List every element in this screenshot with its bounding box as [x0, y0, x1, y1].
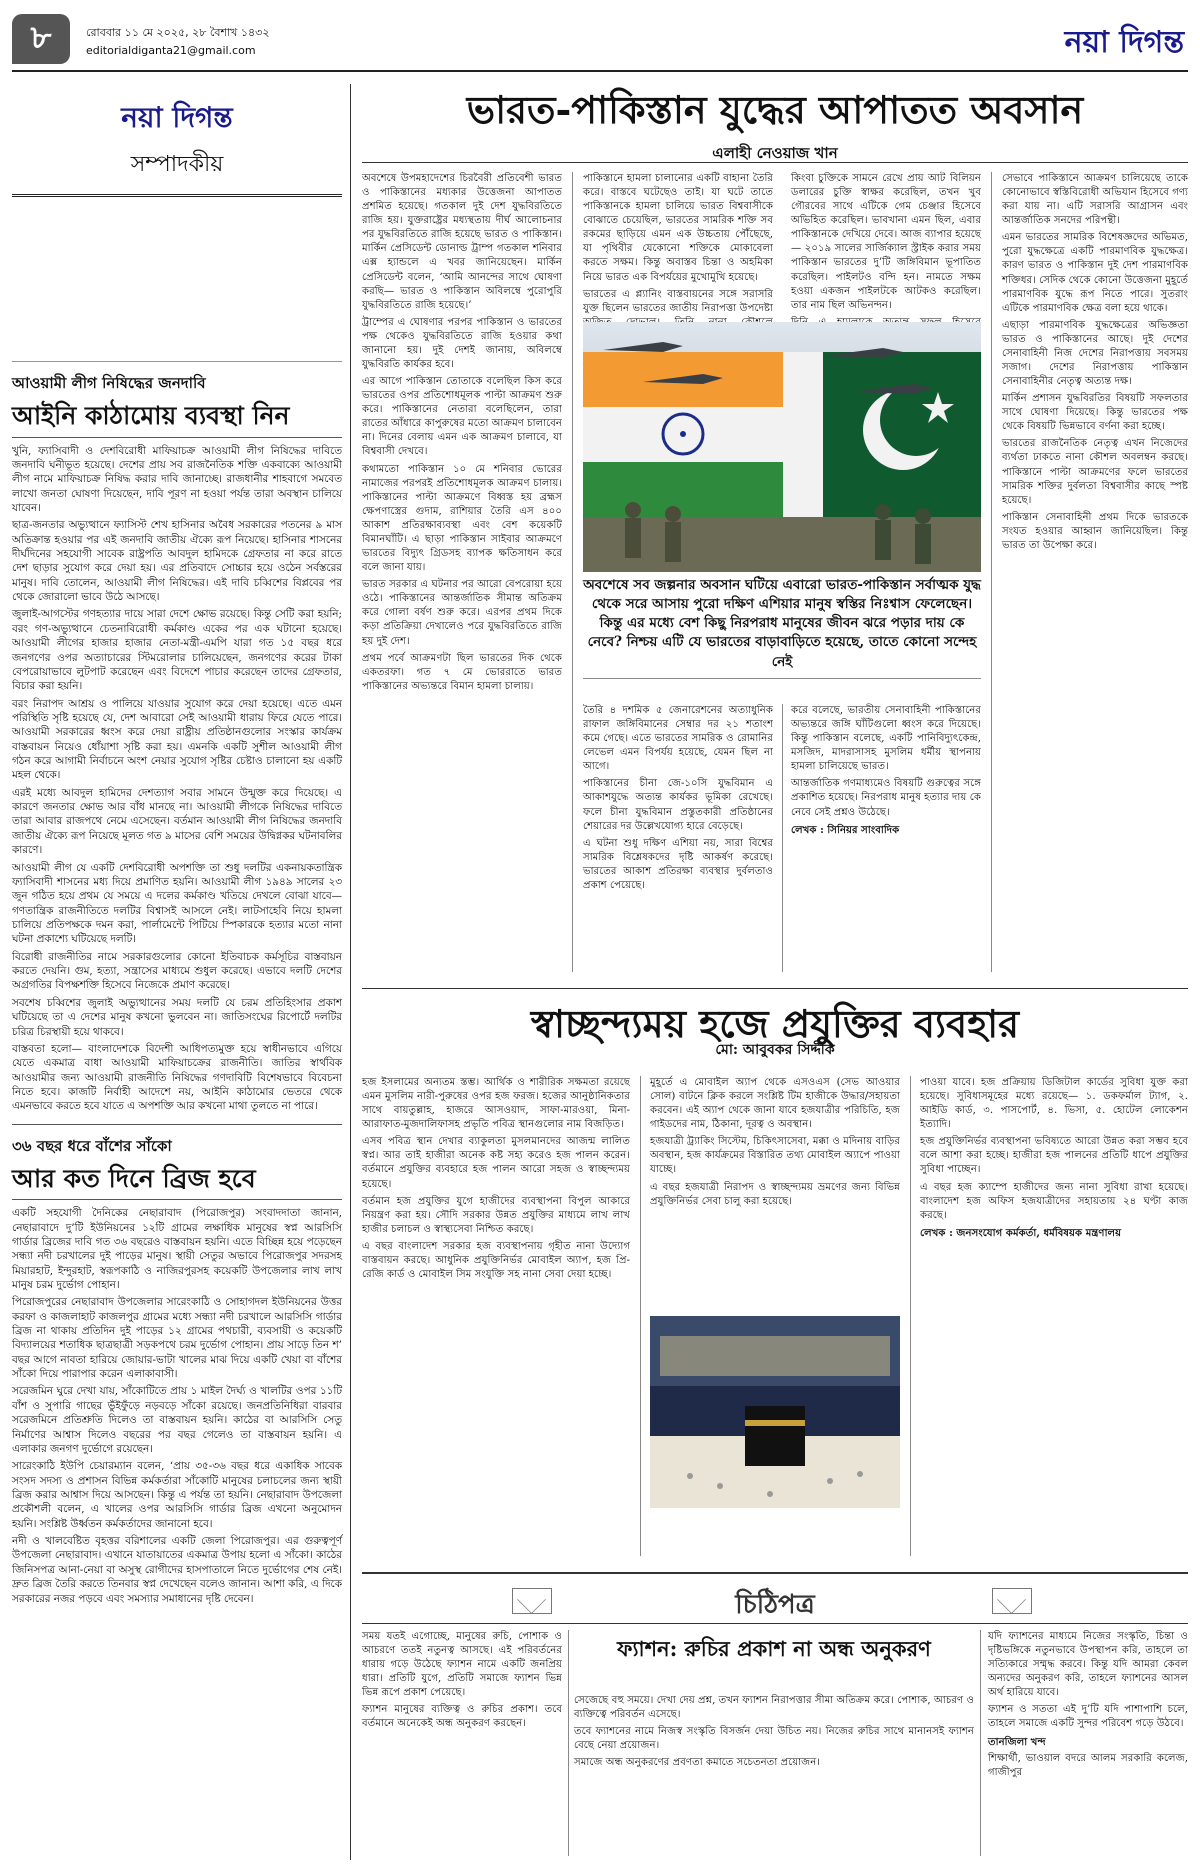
letter-paragraph: ফ্যাশন ও সততা এই দু’টি যদি পাশাপাশি চলে, তাহলে সমাজে একটি সুন্দর পরিবেশ গড়ে উঠবে। [988, 1704, 1188, 1730]
letters-body [362, 1630, 1188, 1860]
main-paragraph: পাকিস্তানে হামলা চালানোর একটি বাহানা তৈরি করে। বাস্তবে ঘটেছেও তাই। যা ঘটে তাতে পাকিস্তানকে হামলা চালিয়ে ভারত বিশ্ববাসীকে বোঝাতে চেয়েছিল, ভারতের সামরিক শক্তি সব রকমের ছাড়িয়ে এমন এক উচ্চতায় পৌঁছেছে, যা পৃথিবীর যেকোনো শক্তিকে মোকাবেলা করতে সক্ষম। কিন্তু অবাস্তব চিন্তা ও অহমিকা নিয়ে ভারত এক বিপর্যয়ের মুখোমুখি হয়েছে। [583, 173, 773, 283]
story1-paragraph: বরং নিরাপদ আশ্রয় ও পালিয়ে যাওয়ার সুযোগ করে দেয়া হয়েছে। এতে এমন পরিস্থিতি সৃষ্টি হয়েছে যে, দেশ আবারো সেই আওয়ামী ধারায় ফিরে যেতে পারে। আওয়ামী সরকারের ধ্বংস করে দেয়া রাষ্ট্রীয় প্রতিষ্ঠানগুলোর সংস্কার কার্যক্রম বাস্তবায়ন নিয়েও ধোঁয়াশা সৃষ্টি করা হয়। এমনকি একটি সুশীল আওয়ামী লীগ গঠন করে আগামী নির্বাচনে অংশ নেয়ার সুযোগ সৃষ্টির চেষ্টাও চালানো হয় একটি মহল থেকে। [12, 697, 342, 782]
main-story-body [362, 172, 1188, 980]
story1-paragraph: জুলাই-আগস্টের গণহত্যার দায়ে সারা দেশে ক্ষোভ রয়েছে। কিন্তু সেটি করা হয়নি; বরং গণ-অভ্যুত্থানে চেতনাবিরোধী কর্মকাণ্ড একের পর এক ঘটানো হয়েছে। আওয়ামী লীগের হাজার হাজার নেতা-মন্ত্রী-এমপি যারা গত ১৫ বছর ধরে জনগণের ওপর অত্যাচারের স্টিমরোলার চালিয়েছেন, জনগণের করের টাকা বেপরোয়াভাবে লুটপাট করেছেন এবং বিদেশে পাচার করেছেন তাদের গ্রেফতার, বিচার করা হয়নি। [12, 608, 342, 693]
hajj-paragraph: এ বছর বাংলাদেশ সরকার হজ ব্যবস্থাপনায় গৃহীত নানা উদ্যোগ বাস্তবায়ন করছে। আধুনিক প্রযুক্তিনির্ভর মোবাইল অ্যাপ, হজ প্রি-রেজি কার্ড ও মোবাইল সিম সংযুক্তি সহ নানা সেবা দেয়া হচ্ছে। [362, 1240, 630, 1281]
hajj-paragraph: হজ প্রযুক্তিনির্ভর ব্যবস্থাপনা ভবিষ্যতে আরো উন্নত করা সম্ভব হবে বলে আশা করা হচ্ছে। হাজীরা হজ পালনের প্রতিটি ধাপে প্রযুক্তির সুবিধা পাচ্ছেন। [920, 1136, 1188, 1176]
story2-kicker: ৩৬ বছর ধরে বাঁশের সাঁকো [12, 1136, 172, 1155]
story2-headline: আর কত দিনে ব্রিজ হবে [12, 1164, 342, 1201]
story1-paragraph: এরই মধ্যে আবদুল হামিদের দেশত্যাগ সবার সামনে উন্মুক্ত করে দিয়েছে। এ কারণে জনতার ক্ষোভ আর বাঁধ মানছে না। আওয়ামী লীগকে নিষিদ্ধের দাবিতে তারা আবার রাজপথে নেমে এসেছেন। বর্তমান আওয়ামী লীগ নিষিদ্ধের জনদাবি জাতীয় ঐক্যে রূপ নিয়েছে মূলত গত ৯ মাসের বেশি সময়ের উদ্বিগ্নকর ঘটনাবলির কারণে। [12, 786, 342, 857]
hajj-paragraph: হজযাত্রী ট্র্যাকিং সিস্টেম, চিকিৎসাসেবা, মক্কা ও মদিনায় বাড়ির অবস্থান, হজ কার্যক্রমের বিস্তারিত তথ্য মোবাইল অ্যাপে পাওয়া যাচ্ছে। [650, 1136, 900, 1176]
story1-kicker: আওয়ামী লীগ নিষিদ্ধের জনদাবি [12, 374, 206, 392]
letters-title: চিঠিপত্র [735, 1590, 815, 1620]
hajj-headline: স্বাচ্ছন্দ্যময় হজে প্রযুক্তির ব্যবহার [362, 988, 1188, 1059]
column-rule [640, 1076, 641, 1556]
kaaba-photo [650, 1316, 900, 1508]
story1-paragraph: বাস্তবতা হলো— বাংলাদেশকে বিদেশী আধিপত্যমুক্ত হয়ে স্বাধীনভাবে এগিয়ে যেতে একমাত্র বাধা আওয়ামী মাফিয়াচক্রের রাজনীতি। জাতির স্বার্থবিক আওয়ামীর জন্য আওয়ামী রাজনীতি নিষিদ্ধের গণদাবিটি বিশেষভাবে বিবেচনা নিতে হবে। কাজটি নির্বাহী আদেশে নয়, আইনি কাঠামোর ভেতরে থেকে এমনভাবে করতে হবে যাতে এ অপশক্তি আর কখনো মাথা তুলতে না পারে। [12, 1042, 342, 1113]
headline-rule [362, 162, 1188, 163]
hajj-paragraph: বর্তমান হজ প্রযুক্তির যুগে হাজীদের ব্যবস্থাপনা বিপুল আকারে নিয়ন্ত্রণ করা হয়। সৌদি সরকার উন্নত প্রযুক্তির মাধ্যমে লাখ লাখ হাজীর চলাচল ও স্বাস্থ্যসেবা নিশ্চিত করছে। [362, 1195, 630, 1235]
main-paragraph: পাকিস্তান সেনাবাহিনী প্রথম দিকে ভারতকে সংযত হওয়ার আহ্বান জানিয়েছিল। কিন্তু ভারত তা উপেক্ষা করে। [1002, 511, 1188, 551]
main-headline: ভারত-পাকিস্তান যুদ্ধের আপাতত অবসান [466, 87, 1084, 132]
hajj-paragraph: হজ ইসলামের অন্যতম স্তম্ভ। আর্থিক ও শারীরিক সক্ষমতা রয়েছে এমন মুসলিম নারী-পুরুষের ওপর হজ ফরজ। হজের আনুষ্ঠানিকতার সাথে বায়তুল্লাহ, হাজরে আসওয়াদ, সাফা-মারওয়া, মিনা-আরাফাত-মুজদালিফাসহ প্রভৃতি পবিত্র স্থানগুলোর নাম বিজড়িত। [362, 1077, 630, 1131]
author-note: লেখক : জনসংযোগ কর্মকর্তা, ধর্মবিষয়ক মন্ত্রণালয় [920, 1226, 1122, 1239]
column-rule [572, 172, 573, 972]
letter-paragraph: যদি ফ্যাশনের মাধ্যমে নিজের সংস্কৃতি, চিন্তা ও দৃষ্টিভঙ্গিকে নতুনভাবে উপস্থাপন করি, তাহলে তা সত্যিকারে সম্মৃদ্ধ করবে। কিন্তু যদি আমরা কেবল অন্যদের অনুকরণ করি, তাহলে ফ্যাশনের আসল অর্থ হারিয়ে যাবে। [988, 1631, 1188, 1699]
main-paragraph: ট্রাম্পের এ ঘোষণার পরপর পাকিস্তান ও ভারতের পক্ষ থেকেও যুদ্ধবিরতিতে রাজি হওয়ার কথা জানানো হয়। দুই দেশই জানায়, অবিলম্বে যুদ্ধবিরতি কার্যকর হবে। [362, 316, 562, 371]
main-paragraph: সেভাবে পাকিস্তানে আক্রমণ চালিয়েছে তাকে কোনোভাবে স্বস্তিবিরোধী অভিযান হিসেবে গণ্য করা যায় না। এটি সরাসরি আগ্রাসন এবং আন্তর্জাতিক সনদের পরিপন্থী। [1002, 173, 1188, 227]
letters-banner [362, 1572, 1188, 1624]
letter-paragraph: তবে ফ্যাশনের নামে নিজস্ব সংস্কৃতি বিসর্জন দেয়া উচিত নয়। নিজের রুচির সাথে মানানসই ফ্যাশন বেছে নেয়া প্রয়োজন। [574, 1726, 974, 1752]
brand-logo [1065, 18, 1184, 69]
story1-paragraph: বিরোধী রাজনীতির নামে সরকারগুলোর কোনো ইতিবাচক কর্মসূচির বাস্তবায়ন করতে দেয়নি। গুম, হত্যা, সন্ত্রাসের মাধ্যমে শুধুল করেছে। এভাবে দলটি দেশের অগ্রগতির বিপক্ষশক্তি হিসেবে নিজেকে প্রমাণ করেছে। [12, 950, 342, 992]
hajj-paragraph: পাওয়া যাবে। হজ প্রক্রিয়ায় ডিজিটাল কার্ডের সুবিধা যুক্ত করা হয়েছে। সুবিধাসমূহের মধ্যে রয়েছে— ১. ডকফর্মাল ট্যাগ, ২. আইডি কার্ড, ৩. পাসপোর্ট, ৪. ভিসা, ৫. হোটেল লোকেশন ইত্যাদি। [920, 1077, 1188, 1131]
main-paragraph: প্রথম পর্বে আক্রমণটা ছিল ভারতের দিক থেকে একতরফা। গত ৭ মে ভোররাতে ভারত পাকিস্তানের অভ্যন্তরে বিমান হামলা চালায়। [362, 652, 562, 692]
column-rule [782, 704, 783, 972]
masthead [12, 10, 1188, 72]
letter-author: তানজিলা খন্দ [988, 1735, 1046, 1748]
story1-body [12, 444, 342, 1114]
story2-paragraph: সরেজমিন ঘুরে দেখা যায়, সাঁকোটিতে প্রায় ১ মাইল দৈর্ঘ্য ও খালটির ওপর ১১টি বাঁশ ও সুপারি গাছের ভুঁইফুঁড়ে নড়বড়ে সাঁকো রয়েছে। জনপ্রতিনিধিরা বারবার সরেজমিনে প্রতিশ্রুতি দিলেও তা বাস্তবায়ন হয়নি। কাঠের বা আরসিসি সেতু নির্মাণের আশ্বাস দিলেও বছরের পর বছর গেলেও তা বাস্তবায়ন হয়নি। এ এলাকার জনগণ দুর্ভোগে রয়েছেন। [12, 1385, 342, 1455]
letter-paragraph: ফ্যাশন মানুষের ব্যক্তিত্ব ও রুচির প্রকাশ। তবে বর্তমানে অনেকেই অন্ধ অনুকরণ করছেন। [362, 1704, 562, 1730]
main-paragraph: কথামতো পাকিস্তান ১০ মে শনিবার ভোরের নামাজের পরপরই প্রতিশোধমূলক আক্রমণ চালায়। পাকিস্তানের পাল্টা আক্রমণে বিধ্বস্ত হয় ব্রহ্মস ক্ষেপণাস্ত্রের গুদাম, রাশিয়ার তৈরি এস ৪০০ আকাশ প্রতিরক্ষাব্যবস্থা এবং বেশ কয়েকটি বিমানঘাঁটি। এ ছাড়া পাকিস্তান সাইবার আক্রমণে ভারতের বিদ্যুৎ গ্রিডসহ ব্যাপক ক্ষতিসাধন করে বলে জানা যায়। [362, 463, 562, 574]
editorial-label: সম্পাদকীয় [12, 147, 342, 197]
main-paragraph: এমন ভারতের সামরিক বিশেষজ্ঞদের অভিমত, পুরো যুদ্ধক্ষেত্রে একটি পারমাণবিক যুদ্ধক্ষেত্র। কারণ ভারত ও পাকিস্তান দুই দেশ পারমাণবিক শক্তিধর। সেদিক থেকে কোনো উত্তেজনা মুহূর্তে পারমাণবিক যুদ্ধে রূপ নিতে পারে। সুতরাং এটিকে পারমাণবিক ক্ষেত্র বলা হয়ে থাকে। [1002, 232, 1188, 314]
main-paragraph: পাকিস্তানের চীনা জে-১০সি যুদ্ধবিমান এ আকাশযুদ্ধে অত্যন্ত কার্যকর ভূমিকা রেখেছে। ফলে চীনা যুদ্ধবিমান প্রস্তুতকারী প্রতিষ্ঠানের শেয়ারের দর উল্লেখযোগ্য হারে বেড়েছে। [583, 778, 773, 832]
hajj-paragraph: মুহূর্তে এ মোবাইল অ্যাপ থেকে এসওএস (সেভ আওয়ার সোল) বাটনে ক্লিক করলে সংশ্লিষ্ট টিম হাজীকে উদ্ধার/সহায়তা করবেন। এই অ্যাপ থেকে জানা যাবে হজযাত্রীর পরিচিতি, হজ গাইডদের নাম, ঠিকানা, দূরত্ব ও অবস্থান। [650, 1077, 900, 1131]
main-paragraph: অবশেষে উপমহাদেশের চিরবৈরী প্রতিবেশী ভারত ও পাকিস্তানের মধ্যকার উত্তেজনা আপাতত প্রশমিত হয়েছে। গতকাল দুই দেশ যুদ্ধবিরতিতে রাজি হয়। যুক্তরাষ্ট্রের মধ্যস্থতায় দীর্ঘ আলোচনার পর যুদ্ধবিরতিতে রাজি হয়েছে ভারত ও পাকিস্তান। মার্কিন প্রেসিডেন্ট ডোনাল্ড ট্রাম্প গতকাল শনিবার এক্স হ্যান্ডলে এ খবর জানিয়েছেন। মার্কিন প্রেসিডেন্ট বলেন, ‘আমি আনন্দের সাথে ঘোষণা করছি— ভারত ও পাকিস্তান অবিলম্বে পুরোপুরি যুদ্ধবিরতিতে রাজি হয়েছে।’ [362, 173, 562, 311]
editorial-column [12, 84, 342, 1860]
main-paragraph: কিংবা চুক্তিকে সামনে রেখে প্রায় আট বিলিয়ন ডলারের চুক্তি স্বাক্ষর করেছিল, তখন খুব গৌরবের সাথে এটিকে গেম চেঞ্জার হিসেবে অভিহিত করেছিল। ভাবখানা এমন ছিল, এবার পাকিস্তানকে দেখিয়ে দেবে। আজ ব্যাপার হয়েছে— ২০১৯ সালের সার্জিক্যাল স্ট্রাইক করার সময় পাকিস্তান ভারতের দু’টি জঙ্গিবিমান ভূপাতিত করেছিল। পাইলটও বন্দি হন। নামতে সক্ষম হওয়া একজন পাইলটকে আটকও করেছিল। তার নাম ছিল অভিনন্দন। [791, 173, 981, 311]
letter-paragraph: সেজেছে বহু সময়ে। দেখা দেয় প্রশ্ন, তখন ফ্যাশন নিরাপত্তার সীমা অতিক্রম করে। পোশাক, আচরণ ও ব্যক্তিত্বে পরিবর্তন এসেছে। [574, 1695, 974, 1721]
story2-paragraph: সারেংকাঠি ইউপি চেয়ারম্যান বলেন, ‘প্রায় ৩৫-৩৬ বছর ধরে একাধিক সাবেক সংসদ সদস্য ও প্রশাসন বিভিন্ন কর্মকর্তারা সাঁকোটি মানুষের চলাচলের জন্য স্থায়ী ব্রিজ করার আশ্বাস দিয়ে আসছেন। কিন্তু এ পর্যন্ত তা হয়নি। নেছারাবাদ উপজেলা প্রকৌশলী বলেন, এ খালের ওপর আরসিসি গার্ডার ব্রিজ এখনো অনুমোদন হয়নি। সংশ্লিষ্ট উর্ধ্বতন কর্মকর্তাদের জানানো হবে। [12, 1460, 342, 1530]
letter-headline: ফ্যাশন: রুচির প্রকাশ না অন্ধ অনুকরণ [617, 1636, 931, 1661]
main-col-2 [583, 172, 773, 314]
section-divider [12, 1124, 342, 1125]
story1-paragraph: সবশেষ চব্বিশের জুলাই অভ্যুত্থানের সময় দলটি যে চরম প্রতিহিংসার প্রকাশ ঘটিয়েছে তা এ দেশের মানুষ কখনো ভুলবেন না। জাতিসংঘের রিপোর্টে দলটির চরিত্র চিরস্থায়ী হয়ে থাকবে। [12, 996, 342, 1038]
column-rule [980, 1630, 981, 1856]
letter-paragraph: সমাজে অন্ধ অনুকরণের প্রবণতা কমাতে সচেতনতা প্রয়োজন। [574, 1757, 821, 1769]
hajj-col-1 [362, 1076, 630, 1556]
main-paragraph: তৈরি ৪ দশমিক ৫ জেনারেশনের অত্যাধুনিক রাফাল জঙ্গিবিমানের সেম্বার দর ২১ শতাংশ কমে গেছে। এতে ভারতের সামরিক ও রোমানির লেভেল এমন বিপর্যয় হয়েছে, যেমন ছিল না আগে। [583, 705, 773, 773]
hajj-story-body [362, 1060, 1188, 1560]
column-divider [350, 84, 351, 1860]
editorial-story-2 [12, 1135, 342, 1606]
letter-author-affiliation: শিক্ষার্থী, ভাওয়াল বদরে আলম সরকারি কলেজ, গাজীপুর [988, 1752, 1188, 1778]
main-byline: এলাহী নেওয়াজ খান [712, 144, 838, 162]
main-paragraph: আন্তর্জাতিক গণমাধ্যমেও বিষয়টি গুরুত্বের সঙ্গে প্রকাশিত হয়েছে। নিরপরাধ মানুষ হত্যার দায় কে নেবে সেই প্রশ্নও উঠেছে। [791, 778, 981, 818]
editorial-email[interactable]: editorialdiganta21@gmail.com [86, 44, 256, 57]
main-col-3 [791, 172, 981, 314]
photo-illustration [583, 322, 981, 572]
main-paragraph: ভারতের রাজনৈতিক নেতৃত্ব এখন নিজেদের ব্যর্থতা ঢাকতে নানা কৌশল অবলম্বন করছে। পাকিস্তানে পাল্টা আক্রমণের ফলে ভারতের সামরিক শক্তির দুর্বলতা বিশ্ববাসীর কাছে স্পষ্ট হয়েছে। [1002, 438, 1188, 506]
hajj-paragraph: এ বছর হজযাত্রী নিরাপদ ও স্বাচ্ছন্দ্যময় ভ্রমণের জন্য বিভিন্ন প্রযুক্তিনির্ভর সেবা চালু করা হয়েছে। [650, 1181, 900, 1207]
column-rule [568, 1630, 569, 1856]
date-line: রোববার ১১ মে ২০২৫, ২৮ বৈশাখ ১৪৩২ [86, 26, 270, 39]
author-note: লেখক : সিনিয়র সাংবাদিক [791, 823, 900, 836]
main-paragraph: করে বলেছে, ভারতীয় সেনাবাহিনী পাকিস্তানের অভ্যন্তরে জঙ্গি ঘাঁটিগুলো ধ্বংস করে দিয়েছে। কিন্তু পাকিস্তান বলেছে, একটি পানিবিদ্যুৎকেন্দ্র, মসজিদ, মাদরাসাসহ মুসলিম ধর্মীয় স্থাপনায় হামলা চালিয়েছে ভারত। [791, 705, 981, 773]
main-paragraph: এর আগে পাকিস্তান তোতাকে বলেছিল কিস করে ভারতের ওপর প্রতিশোধমূলক পাল্টা আক্রমণ শুরু করে। পাকিস্তানের নেতারা বলেছিলেন, তারা রাতের আঁধারে কাপুরুষের মতো আক্রমণ চালাবেন না। দিনের বেলায় এমন এক আক্রমণ চালাবে, যা বিশ্ববাসী দেখবে। [362, 376, 562, 458]
photo-caption: অবশেষে সব জল্পনার অবসান ঘটিয়ে এবারো ভারত-পাকিস্তান সর্বাত্মক যুদ্ধ থেকে সরে আসায় পুরো দক্ষিণ এশিয়ার মানুষ স্বস্তির নিঃশ্বাস ফেলেছেন। কিন্তু এর মধ্যে বেশ কিছু নিরপরাধ মানুষের জীবন ঝরে পড়ার দায় কে নেবে? নিশ্চয় এটি যে ভারতের বাড়াবাড়িতে হয়েছে, তাতে কোনো সন্দেহ নেই [583, 576, 981, 679]
main-col-1 [362, 172, 562, 972]
letter-paragraph: সময় যতই এগোচ্ছে, মানুষের রুচি, পোশাক ও আচরণে ততই নতুনত্ব আসছে। এই পরিবর্তনের ধারায় গড়ে উঠেছে ফ্যাশন নামে একটি জনপ্রিয় ধারা। প্রতিটি যুগে, প্রতিটি সমাজে ফ্যাশন ভিন্ন ভিন্ন রূপে প্রকাশ পেয়েছে। [362, 1631, 562, 1699]
hajj-col-3 [920, 1076, 1188, 1556]
column-rule [910, 1076, 911, 1556]
main-col-4 [1002, 172, 1188, 972]
india-pakistan-photo [583, 322, 981, 572]
main-paragraph: মার্কিন প্রশাসন যুদ্ধবিরতির বিষয়টি সফলতার সাথে ঘোষণা দিয়েছে। কিন্তু ভারতের পক্ষ থেকে বিষয়টি ভিন্নভাবে বর্ণনা করা হচ্ছে। [1002, 393, 1188, 433]
story2-paragraph: নদী ও খালবেষ্টিত বৃহত্তর বরিশালের একটি জেলা পিরোজপুর। এর গুরুত্বপূর্ণ উপজেলা নেছারাবাদ। এখানে যাতায়াতের একমাত্র উপায় হলো এ সাঁকো। কাঠের জিনিসপত্র আনা-নেয়া বা অসুস্থ রোগীদের হাসপাতালে নিতে দুর্ভোগের শেষ নেই। দ্রুত ব্রিজ তৈরি করতে তিনবার স্বপ্ন দেখেছেন বলেও জানান। আশা করি, এ দিকে সরকারের নজর পড়বে এবং সমস্যার সমাধানের দৃষ্টি দেবেন। [12, 1535, 342, 1605]
hajj-col-2 [650, 1076, 900, 1308]
main-col-2-lower [583, 704, 773, 972]
story1-headline: আইনি কাঠামোয় ব্যবস্থা নিন [12, 401, 342, 438]
letters-col-2 [574, 1694, 974, 1856]
main-paragraph: ভারত সরকার এ ঘটনার পর আরো বেপরোয়া হয়ে ওঠে। পাকিস্তানের আন্তর্জাতিক সীমান্ত অতিক্রম করে গোলা বর্ষণ শুরু করে। এরপর প্রথম দিকে কড়া প্রতিক্রিয়া দেখালেও পরে যুদ্ধবিরতিতে রাজি হয় দুই দেশ। [362, 579, 562, 647]
brand-name: নয়া দিগন্ত [1064, 25, 1184, 60]
editorial-spacer [12, 197, 342, 362]
kaaba-illustration [650, 1316, 900, 1508]
envelope-icon [992, 1588, 1032, 1614]
hajj-byline: মো: আবুবকর সিদ্দীক [715, 1042, 835, 1058]
story2-paragraph: একটি সহযোগী দৈনিকের নেছারাবাদ (পিরোজপুর) সংবাদদাতা জানান, নেছারাবাদে দু’টি ইউনিয়নের ১২টি গ্রামের লক্ষাধিক মানুষের স্বপ্ন আরসিসি গার্ডার ব্রিজের দাবি গত ৩৬ বছরেও বাস্তবায়ন হয়নি। এতে বিচ্ছিন্ন হয়ে পড়েছেন সন্ধ্যা নদী চরখালের দুই পাড়ের মানুষ। স্থায়ী সেতুর অভাবে পিরোজপুর সদরসহ মিয়ারহাট, ইন্দুরহাট, স্বরূপকাঠি ও নাজিরপুরসহ কয়েকটি উপজেলার লাখ লাখ মানুষ চরম দুর্ভোগ পোহান। [12, 1207, 342, 1291]
letters-col-1 [362, 1630, 562, 1856]
main-paragraph: ভারতের এ প্ল্যানিং বাস্তবায়নের সঙ্গে সরাসরি যুক্ত ছিলেন ভারতের জাতীয় নিরাপত্তা উপদেষ্টা [583, 288, 773, 314]
page-number: ৮ [12, 14, 70, 64]
story1-paragraph: খুনি, ফ্যাসিবাদী ও দেশবিরোধী মাফিয়াচক্র আওয়ামী লীগ নিষিদ্ধের দাবিতে জনদাবি ঘনীভূত হয়েছে। দেশের প্রায় সব রাজনৈতিক শক্তি একবাক্যে আওয়ামী লীগ নামে মাফিয়াচক্র নিষিদ্ধ করার দাবি জানাচ্ছে। রাজধানীর শাহবাগে সমবেত লাখো জনতা ঘোষণা দিয়েছেন, দাবি পূরণ না হওয়া পর্যন্ত তারা অবস্থান চালিয়ে যাবেন। [12, 444, 342, 514]
story1-paragraph: ছাত্র-জনতার অভ্যুত্থানে ফ্যাসিস্ট শেখ হাসিনার অবৈধ সরকারের পতনের ৯ মাস অতিক্রান্ত হওয়ার পর এই জনদাবি জাতীয় ঐক্যে রূপ নিয়েছে। হাসিনার শাসনের দীর্ঘদিনের সহযোগী সাবেক রাষ্ট্রপতি আবদুল হামিদকে গ্রেফতার না করে রাতে দেশ ছাড়ার সুযোগ করে দেয়া হয়। এর প্রতিবাদে সোচ্চার হয়ে ওঠেন সর্বস্তরের মানুষ। দাবি তোলেন, আওয়ামী লীগ নিষিদ্ধের। এই দাবি চব্বিশের বিপ্লবের পর থেকে জোরালো ভাবে উঠে আসছে। [12, 519, 342, 604]
hajj-paragraph: এসব পবিত্র স্থান দেখার ব্যাকুলতা মুসলমানদের আজন্ম লালিত স্বপ্ন। আর তাই হাজীরা অনেক কষ্ট সহ্য করেও হজ পালন করেন। বর্তমানে প্রযুক্তির ব্যবহারে হজ পালন আরো সহজ ও স্বাচ্ছন্দ্যময় হয়েছে। [362, 1136, 630, 1190]
story2-paragraph: পিরোজপুরের নেছারাবাদ উপজেলার সারেংকাঠি ও সোহাগদল ইউনিয়নের উত্তর করফা ও কাজলাহাট কাজলপুর গ্রামের মধ্যে সন্ধ্যা নদী চরখালে আরসিসি গার্ডার ব্রিজ না থাকায় প্রতিদিন দুই পাড়ের ১২ গ্রামের পথচারী, ব্যবসায়ী ও কয়েকটি বিদ্যালয়ের শতাধিক ছাত্রছাত্রী সড়কপথে চরম দুর্ভোগ পোহান। প্রায় সাড়ে তিন শ’ বছর আগে নাবতা হারিয়ে জোয়ার-ভাটা খালের মাঝ দিয়ে একটি খেয়া বা বাঁশের সাঁকো দিয়ে পারাপার করেন এলাকাবাসী। [12, 1296, 342, 1381]
editorial-story-1 [12, 372, 342, 1114]
story2-body [12, 1206, 342, 1606]
main-paragraph: এছাড়া পারমাণবিক যুদ্ধক্ষেত্রের অভিজ্ঞতা ভারত ও পাকিস্তানের আছে। দুই দেশের সেনাবাহিনী নিজ দেশের নিরাপত্তায় সবসময় সজাগ। দেশের নিরাপত্তায় পাকিস্তান সেনাবাহিনীর নেতৃত্ব অত্যন্ত দক্ষ। [1002, 319, 1188, 388]
main-paragraph: এ ঘটনা শুধু দক্ষিণ এশিয়া নয়, সারা বিশ্বের সামরিক বিশ্লেষকদের দৃষ্টি আকর্ষণ করেছে। ভারতের আকাশ প্রতিরক্ষা ব্যবস্থার দুর্বলতাও প্রকাশ পেয়েছে। [583, 837, 773, 891]
hajj-paragraph: এ বছর হজ ক্যাম্পে হাজীদের জন্য নানা সুবিধা রাখা হয়েছে। বাংলাদেশ হজ অফিস হজযাত্রীদের সহায়তায় ২৪ ঘণ্টা কাজ করছে। [920, 1181, 1188, 1221]
column-rule [991, 172, 992, 972]
main-col-3-lower [791, 704, 981, 972]
letters-col-3 [988, 1630, 1188, 1856]
editorial-brand: নয়া দিগন্ত [121, 101, 233, 134]
story1-paragraph: আওয়ামী লীগ যে একটি দেশবিরোধী অপশক্তি তা শুধু দলটির একনায়কতান্ত্রিক ফ্যাসিবাদী শাসনের মধ্য দিয়ে প্রমাণিত হয়নি। আওয়ামী লীগ ১৯৪৯ সালের ২৩ জুন গঠিত হয়ে প্রথম যে সময়ে এ দলের কর্মকাণ্ড খতিয়ে দেখলে বোঝা যাবে— গণতান্ত্রিক রাজনীতিতে দলটির বিশ্বাসই আসলে নেই। লাটসাহেবি নিয়ে হামলা চালিয়ে প্রতিপক্ষকে দমন করা, পার্লামেন্টে পিটিয়ে স্পিকারকে হত্যার মতো নানা ঘটনা প্রকাশ্যে ঘটিয়েছে দলটি। [12, 861, 342, 946]
